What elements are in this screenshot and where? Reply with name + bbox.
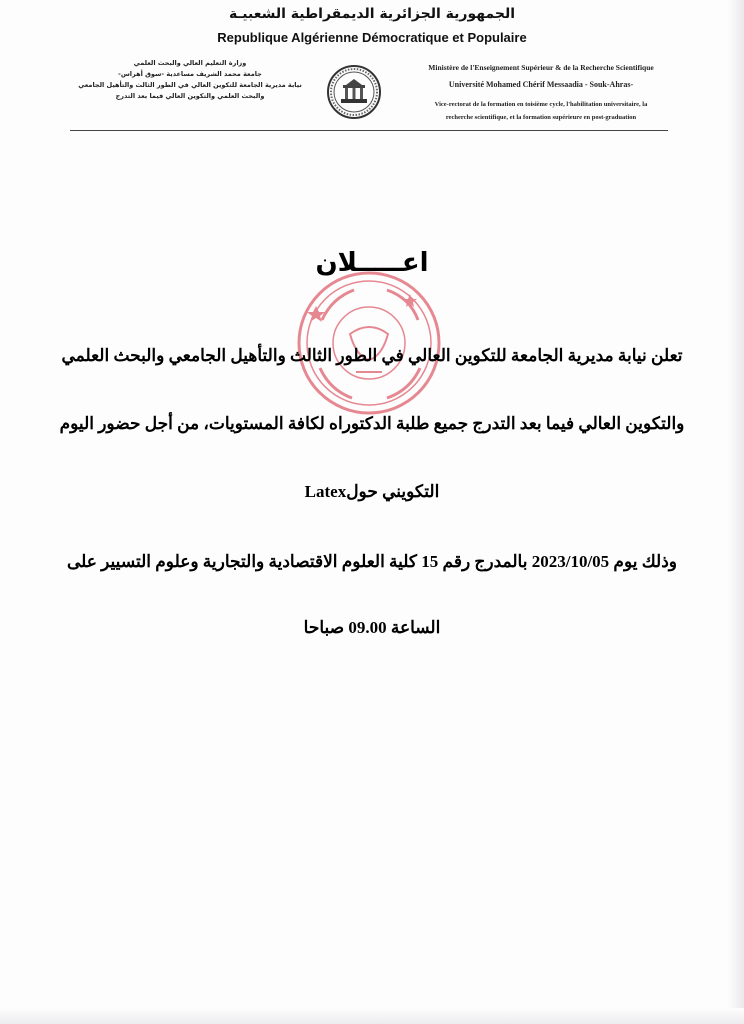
fr-university: Université Mohamed Chérif Messaadia - Souk-Ahras- [448,80,634,89]
page-bottom-shadow [0,1008,744,1024]
announcement-line-3: التكويني حولLatex [304,482,440,501]
header-french-republic: Republique Algérienne Démocratique et Populaire [217,30,527,45]
ar-vice-rectorate-1: نيابة مديرية الجامعة للتكوين العالي في الطور الثالث والتأهيل الجامعي [78,81,302,89]
fr-vice-rectorate-2: recherche scientifique, et la formation supérieure en post-graduation [445,114,637,121]
ar-university: جامعة محمد الشريف مساعدية -سوق أهراس- [118,70,262,78]
announcement-line-4: وذلك يوم 2023/10/05 بالمدرج رقم 15 كلية العلوم الاقتصادية والتجارية وعلوم التسيير على [66,552,677,571]
official-stamp-icon [292,268,446,418]
page-edge-shadow [728,0,744,1024]
header-french-institution [396,62,686,123]
announcement-title: اعـــــلان [315,248,429,278]
announcement-line-5: الساعة 09.00 صباحا [303,618,441,637]
announcement-line-1: تعلن نيابة مديرية الجامعة للتكوين العالي في الطور الثالث والتأهيل الجامعي والبحث العلمي [61,346,683,365]
fr-ministry: Ministère de l'Enseignement Supérieur & de la Recherche Scientifique [428,63,654,72]
ar-ministry: وزارة التعليم العالي والبحث العلمي [133,59,247,67]
fr-vice-rectorate-1: Vice-rectorat de la formation en toisième cycle, l'habilitation universitaire, la [434,101,648,108]
ar-vice-rectorate-2: والبحث العلمي والتكوين العالي فيما بعد التدرج [115,92,265,100]
header-arabic-institution [60,58,320,102]
announcement-line-2: والتكوين العالي فيما بعد التدرج جميع طلبة الدكتوراه لكافة المستويات، من أجل حضور اليوم [59,414,685,433]
university-seal-icon [326,64,382,120]
header-divider [70,130,668,131]
header-arabic-republic: الجمهورية الجزائرية الديمقراطية الشعبيـة [228,6,515,22]
